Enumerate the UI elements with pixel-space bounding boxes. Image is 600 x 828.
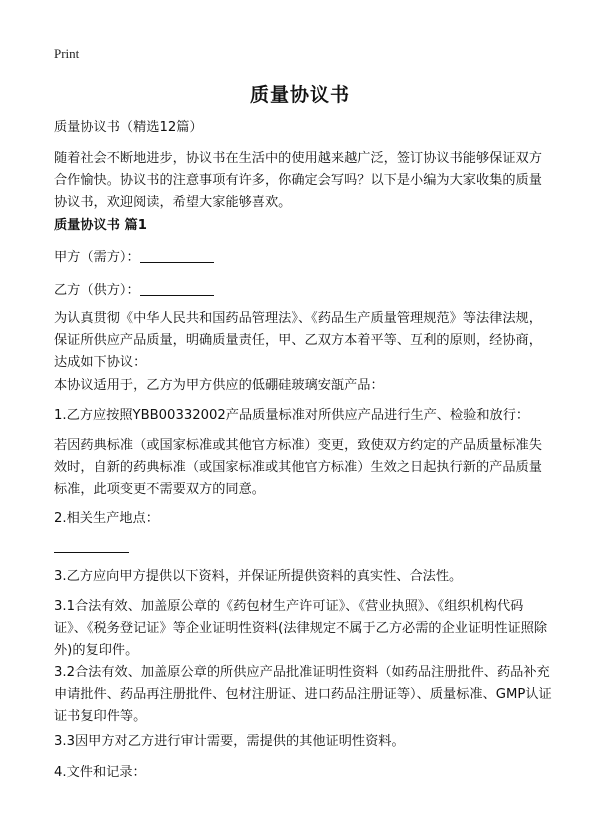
scope-paragraph: 本协议适用于，乙方为甲方供应的低硼硅玻璃安瓿产品： (54, 378, 384, 393)
document-subtitle: 质量协议书（精选12篇） (54, 120, 203, 135)
party-a-line (54, 247, 554, 269)
print-label: Print (54, 46, 80, 61)
law-paragraph: 为认真贯彻《中华人民共和国药品管理法》、《药品生产质量管理规范》等法律法规，保证所供应产品质量，明确质量责任，甲、乙双方本着平等、互利的原则，经协商，达成如下协议： (54, 311, 542, 370)
item-3-2: 3.2合法有效、加盖原公章的所供应产品批准证明性资料（如药品注册批件、药品补充申请批件、药品再注册批件、包材注册证、进口药品注册证等）、质量标准、GMP认证证书复印件等。 (54, 665, 552, 724)
item-3-3: 3.3因甲方对乙方进行审计需要，需提供的其他证明性资料。 (54, 734, 405, 749)
party-b-label: 乙方（供方）： (54, 283, 140, 298)
item-4: 4.文件和记录： (54, 765, 146, 780)
intro-paragraph: 随着社会不断地进步，协议书在生活中的使用越来越广泛，签订协议书能够保证双方合作愉快。协议书的注意事项有许多，你确定会写吗？以下是小编为大家收集的质量协议书，欢迎阅读，希望大家能够喜欢。 (54, 151, 542, 210)
item-3-1: 3.1合法有效、加盖原公章的《药包材生产许可证》、《营业执照》、《组织机构代码证》、《税务登记证》等企业证明性资料(法律规定不属于乙方必需的企业证明性证照除外)的复印件。 (54, 599, 548, 658)
section-heading: 质量协议书 篇1 (54, 218, 147, 233)
item-1: 1.乙方应按照YBB00332002产品质量标准对所供应产品进行生产、检验和放行： (54, 408, 530, 423)
party-b-blank (140, 281, 214, 296)
item-2: 2.相关生产地点： (54, 511, 159, 526)
party-a-blank (140, 248, 214, 263)
location-blank (54, 552, 129, 553)
party-b-line (54, 280, 554, 302)
document-title: 质量协议书 (249, 84, 350, 106)
item-1-note: 若因药典标准（或国家标准或其他官方标准）变更，致使双方约定的产品质量标准失效时，自新的药典标准（或国家标准或其他官方标准）生效之日起执行新的产品质量标准，此项变更不需要双方的同意。 (54, 438, 542, 497)
item-3: 3.乙方应向甲方提供以下资料，并保证所提供资料的真实性、合法性。 (54, 569, 463, 584)
party-a-label: 甲方（需方）： (54, 250, 140, 265)
